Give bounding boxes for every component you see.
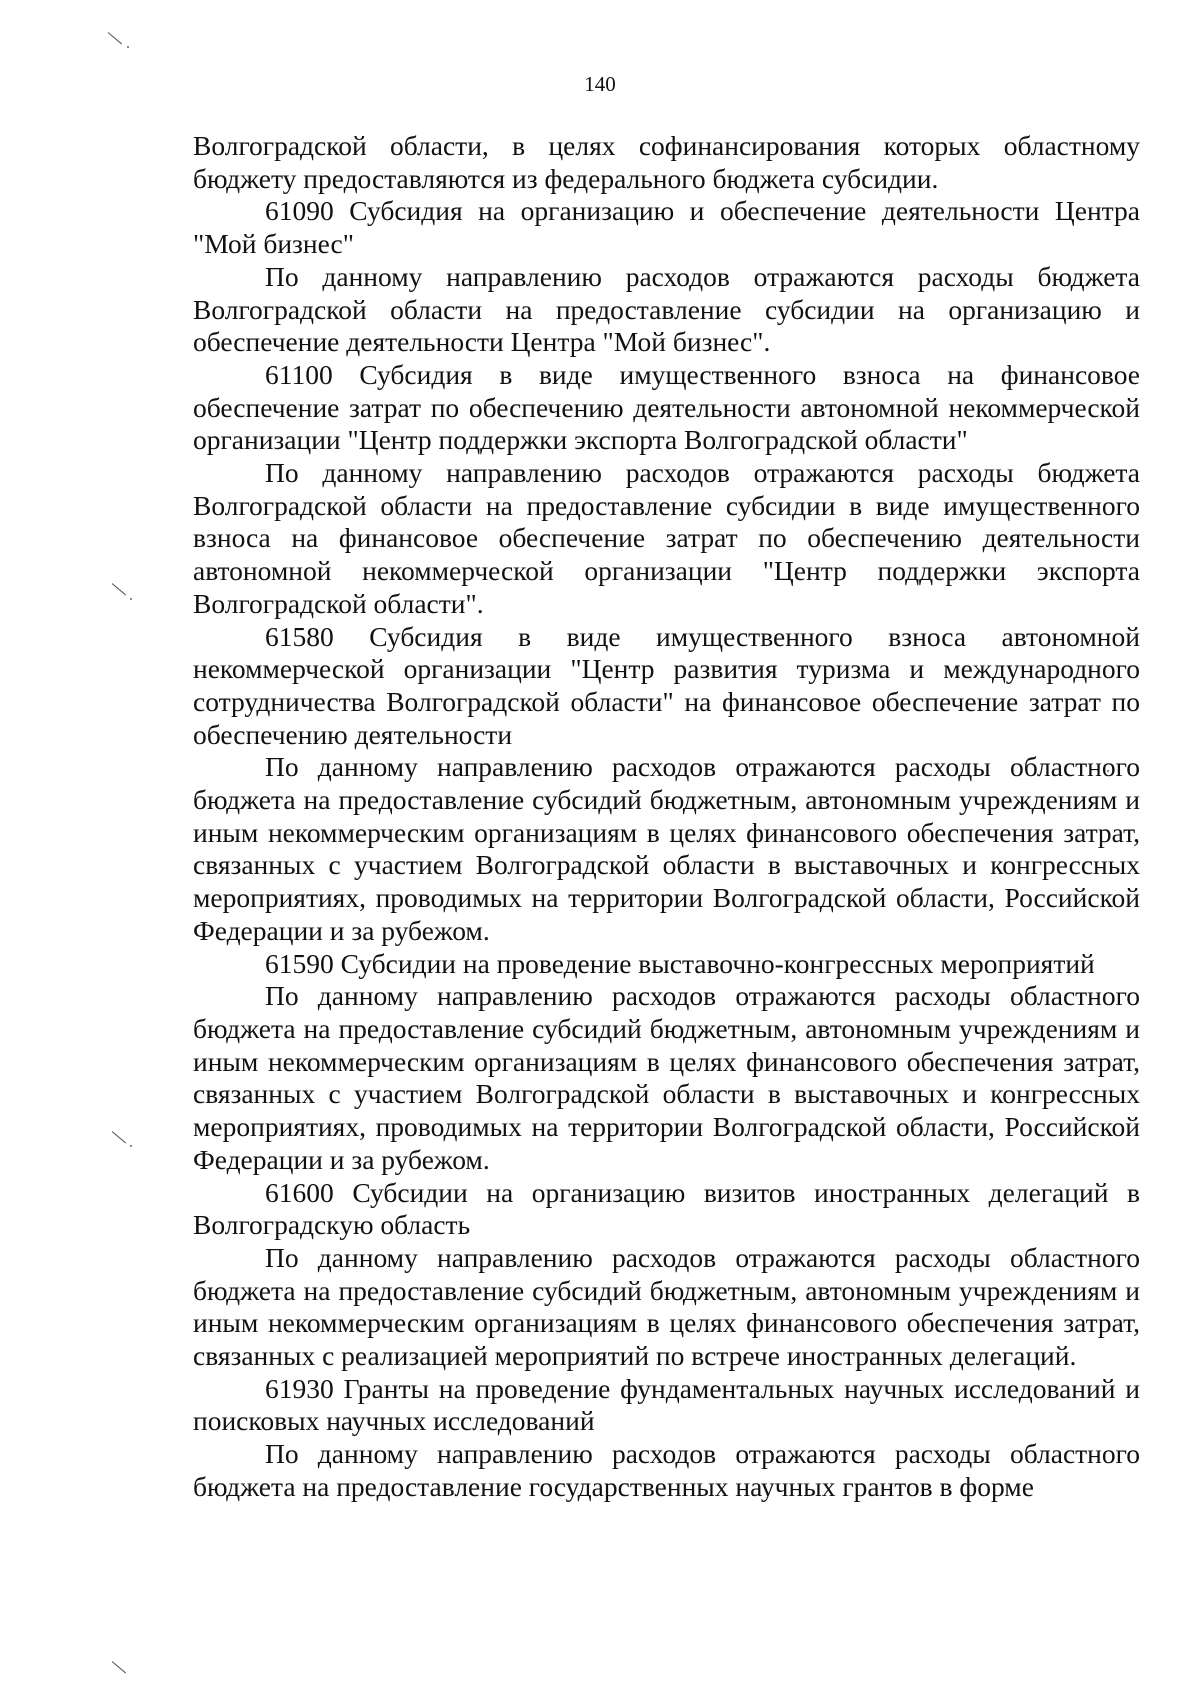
scan-artifact-dot (130, 598, 132, 600)
document-body (193, 130, 1140, 1504)
scan-artifact-dot (130, 1145, 132, 1147)
paragraph-heading-61090: 61090 Субсидия на организацию и обеспечение деятельности Центра "Мой бизнес" (193, 195, 1140, 260)
paragraph-body: По данному направлению расходов отражаются расходы областного бюджета на предоставление субсидий бюджетным, автономным учреждениям и иным некоммерческим организациям в целях финансового обеспечения затрат, связанных с участием Волгоградской области в выставочных и конгрессных мероприятиях, проводимых на территории Волгоградской области, Российской Федерации и за рубежом. (193, 751, 1140, 946)
paragraph-body: По данному направлению расходов отражаются расходы областного бюджета на предоставление субсидий бюджетным, автономным учреждениям и иным некоммерческим организациям в целях финансового обеспечения затрат, связанных с участием Волгоградской области в выставочных и конгрессных мероприятиях, проводимых на территории Волгоградской области, Российской Федерации и за рубежом. (193, 980, 1140, 1175)
page-number: 140 (584, 72, 616, 96)
paragraph-body: По данному направлению расходов отражаются расходы бюджета Волгоградской области на предоставление субсидии в виде имущественного взноса на финансовое обеспечение затрат по обеспечению деятельности автономной некоммерческой организации "Центр поддержки экспорта Волгоградской области". (193, 457, 1140, 619)
paragraph-body: По данному направлению расходов отражаются расходы областного бюджета на предоставление субсидий бюджетным, автономным учреждениям и иным некоммерческим организациям в целях финансового обеспечения затрат, связанных с реализацией мероприятий по встрече иностранных делегаций. (193, 1241, 1140, 1372)
scan-artifact-mark (112, 1131, 126, 1143)
paragraph-heading-61100: 61100 Субсидия в виде имущественного взноса на финансовое обеспечение затрат по обеспечению деятельности автономной некоммерческой организации "Центр поддержки экспорта Волгоградской области" (193, 358, 1140, 456)
paragraph-continuation: Волгоградской области, в целях софинансирования которых областному бюджету предоставляются из федерального бюджета субсидии. (193, 130, 1140, 194)
scan-artifact-dot (127, 46, 129, 48)
paragraph-heading-61930: 61930 Гранты на проведение фундаментальных научных исследований и поисковых научных исследований (193, 1372, 1140, 1437)
paragraph-heading-61580: 61580 Субсидия в виде имущественного взноса автономной некоммерческой организации "Центр развития туризма и международного сотрудничества Волгоградской области" на финансовое обеспечение затрат по обеспечению деятельности (193, 620, 1140, 750)
scan-artifact-mark (112, 583, 126, 595)
paragraph-heading-61600: 61600 Субсидии на организацию визитов иностранных делегаций в Волгоградскую область (193, 1176, 1140, 1241)
scan-artifact-mark (108, 32, 122, 44)
paragraph-body: По данному направлению расходов отражаются расходы бюджета Волгоградской области на предоставление субсидии на организацию и обеспечение деятельности Центра "Мой бизнес". (193, 260, 1140, 358)
paragraph-heading-61590: 61590 Субсидии на проведение выставочно-конгрессных мероприятий (265, 947, 1095, 979)
scan-artifact-mark (112, 1661, 126, 1673)
paragraph-body: По данному направлению расходов отражаются расходы областного бюджета на предоставление государственных научных грантов в форме (193, 1438, 1140, 1502)
